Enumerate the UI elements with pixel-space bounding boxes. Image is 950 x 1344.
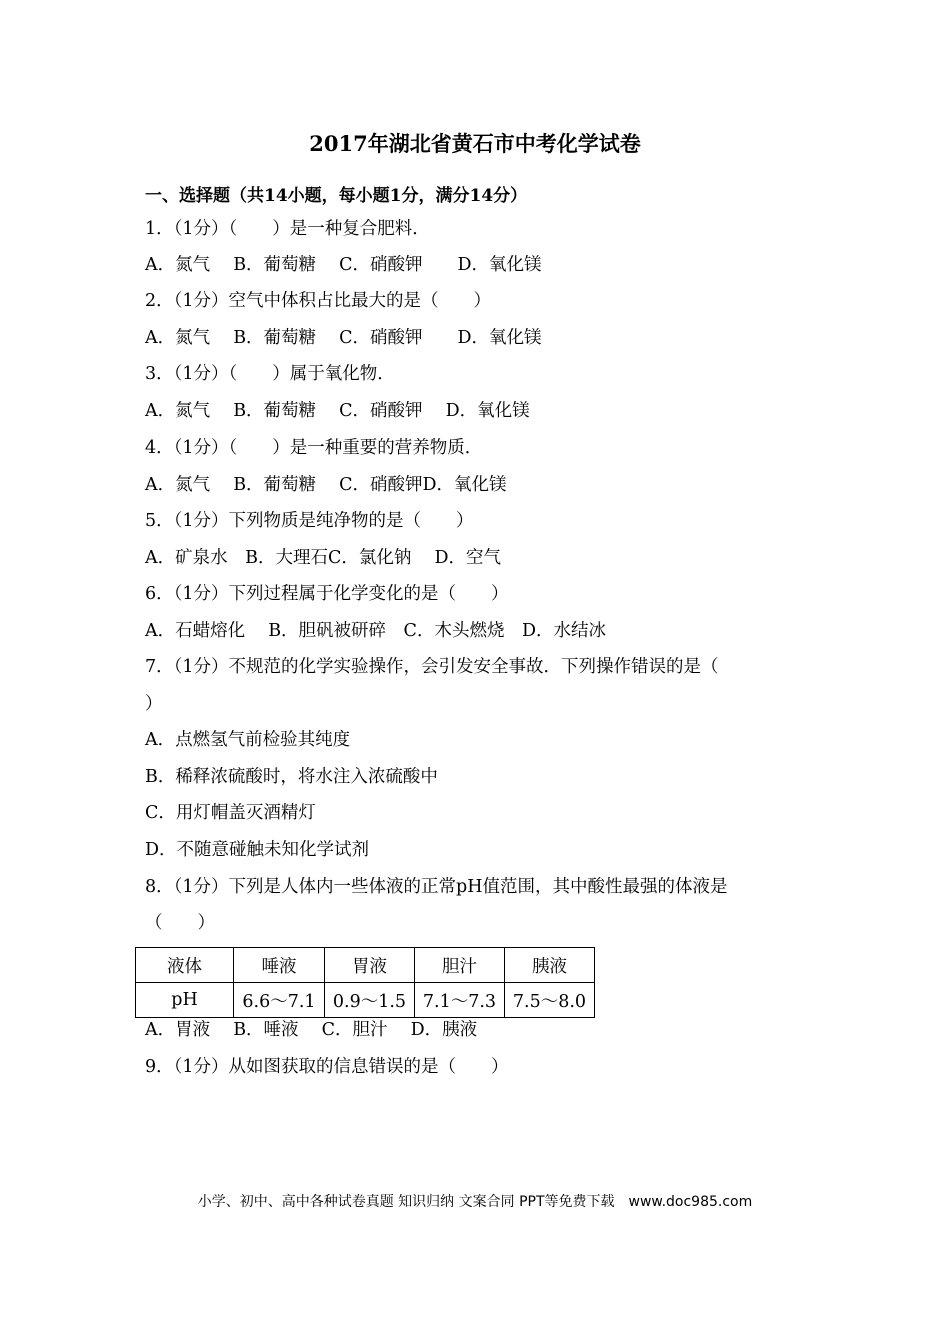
table-cell: 胃液 — [325, 948, 415, 983]
table-header-row — [136, 948, 595, 983]
question-1-stem: 1．（1分）（ ）是一种复合肥料． — [145, 219, 430, 239]
table-row — [136, 983, 595, 1018]
question-5-options: A．矿泉水 B．大理石C．氯化钠 D．空气 — [145, 548, 501, 568]
question-6-options: A．石蜡熔化 B．胆矾被研碎 C．木头燃烧 D．水结冰 — [145, 621, 606, 641]
question-7-option-a: A．点燃氢气前检验其纯度 — [145, 730, 351, 750]
question-2-options: A．氮气 B．葡萄糖 C．硝酸钾 D．氧化镁 — [145, 328, 542, 348]
table-cell: 6.6～7.1 — [234, 983, 325, 1018]
ph-table — [135, 947, 595, 1018]
question-7-stem-continued: ） — [145, 694, 163, 714]
question-1-options: A．氮气 B．葡萄糖 C．硝酸钾 D．氧化镁 — [145, 255, 542, 275]
table-cell: 7.5～8.0 — [505, 983, 595, 1018]
table-cell: 唾液 — [234, 948, 325, 983]
question-7-option-c: C．用灯帽盖灭酒精灯 — [145, 803, 316, 823]
question-4-options: A．氮气 B．葡萄糖 C．硝酸钾D．氧化镁 — [145, 475, 507, 495]
table-cell: 胰液 — [505, 948, 595, 983]
question-2-stem: 2．（1分）空气中体积占比最大的是（ ） — [145, 291, 492, 311]
page-footer: 小学、初中、高中各种试卷真题 知识归纳 文案合同 PPT等免费下载 www.doc985.com — [197, 1194, 753, 1210]
table-cell: 0.9～1.5 — [325, 983, 415, 1018]
question-3-options: A．氮气 B．葡萄糖 C．硝酸钾 D．氧化镁 — [145, 401, 530, 421]
table-cell: 胆汁 — [415, 948, 505, 983]
question-7-option-d: D．不随意碰触未知化学试剂 — [145, 840, 370, 860]
section-heading: 一、选择题（共14小题，每小题1分，满分14分） — [145, 186, 528, 206]
table-cell: 液体 — [136, 948, 234, 983]
question-8-stem: 8．（1分）下列是人体内一些体液的正常pH值范围，其中酸性最强的体液是 — [145, 877, 728, 897]
table-cell: pH — [136, 983, 234, 1018]
page-title: 2017年湖北省黄石市中考化学试卷 — [309, 131, 641, 156]
question-9-stem: 9．（1分）从如图获取的信息错误的是（ ） — [145, 1057, 509, 1077]
question-7-stem: 7．（1分）不规范的化学实验操作，会引发安全事故．下列操作错误的是（ — [145, 657, 719, 677]
question-6-stem: 6．（1分）下列过程属于化学变化的是（ ） — [145, 584, 509, 604]
question-8-stem-continued: （ ） — [145, 913, 215, 933]
question-4-stem: 4．（1分）（ ）是一种重要的营养物质． — [145, 438, 483, 458]
question-8-options: A．胃液 B．唾液 C．胆汁 D．胰液 — [145, 1020, 478, 1040]
question-5-stem: 5．（1分）下列物质是纯净物的是（ ） — [145, 511, 474, 531]
question-3-stem: 3．（1分）（ ）属于氧化物． — [145, 364, 395, 384]
table-cell: 7.1～7.3 — [415, 983, 505, 1018]
question-7-option-b: B．稀释浓硫酸时，将水注入浓硫酸中 — [145, 767, 438, 787]
